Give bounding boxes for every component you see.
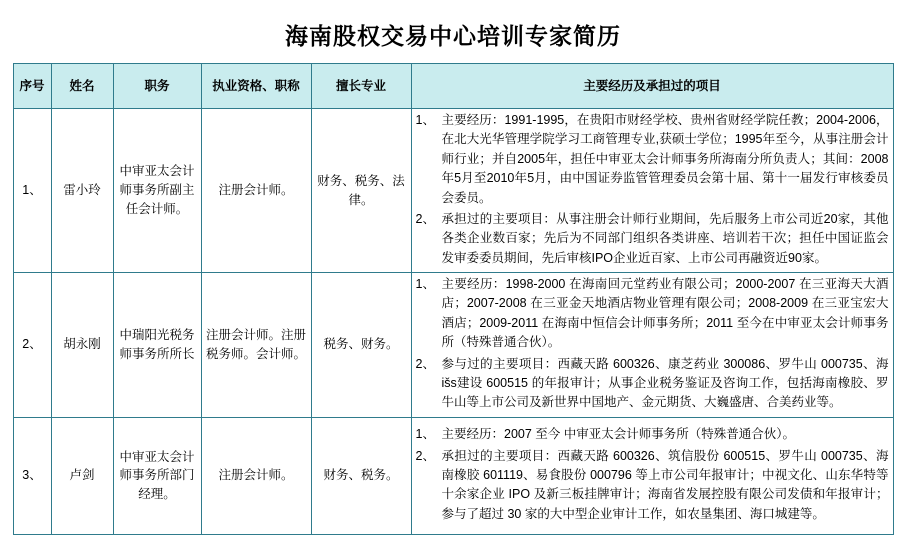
column-header-major: 擅长专业 [311, 64, 411, 109]
cell-position: 中审亚太会计师事务所部门经理。 [113, 417, 201, 534]
cell-major: 税务、财务。 [311, 273, 411, 418]
cell-name: 胡永刚 [51, 273, 113, 418]
expert-resume-table [13, 63, 894, 535]
list-item [416, 425, 889, 444]
page-title: 海南股权交易中心培训专家简历 [285, 24, 621, 49]
cell-experience [411, 109, 893, 273]
list-item-text: 主要经历：1998-2000 在海南回元堂药业有限公司；2000-2007 在三亚海天大酒店；2007-2008 在三亚金天地酒店物业管理有限公司；2008-2009 在三亚宝宏大酒店；2009-2011 在海南中恒信会计师事务所；2011 至今在中审亚太会计师事务所（特殊普通合伙）。 [441, 277, 889, 350]
list-item-text: 承担过的主要项目：从事注册会计师行业期间，先后服务上市公司近20家，其他各类企业数百家；先后为不同部门组织各类讲座、培训若干次；担任中国证监会发审委委员期间，先后审核IPO企业近百家、上市公司再融资近90家。 [441, 211, 889, 265]
cell-name: 卢剑 [51, 417, 113, 534]
table-row [13, 417, 893, 534]
list-item-number: 2、 [415, 211, 435, 226]
list-item [416, 355, 889, 413]
experience-list [416, 275, 889, 413]
column-header-name: 姓名 [51, 64, 113, 109]
cell-position: 中审亚太会计师事务所副主任会计师。 [113, 109, 201, 273]
list-item-text: 参与过的主要项目：西藏天路 600326、康芝药业 300086、罗牛山 000735、海išs建设 600515 的年报审计；从事企业税务鉴证及咨询工作，包括海南橡胶、罗牛山等上市公司及新世界中国地产、金元期货、大巍盛唐、合美药业等。 [441, 356, 889, 410]
table-row [13, 273, 893, 418]
list-item [416, 447, 889, 525]
list-item [416, 275, 889, 353]
cell-index: 3、 [13, 417, 51, 534]
list-item [416, 210, 889, 268]
list-item-number: 2、 [415, 448, 435, 463]
table-row [13, 109, 893, 273]
list-item-number: 1、 [415, 427, 435, 442]
cell-index: 1、 [13, 109, 51, 273]
list-item-number: 2、 [415, 356, 435, 371]
cell-index: 2、 [13, 273, 51, 418]
experience-list [416, 425, 889, 524]
list-item-text: 主要经历：2007 至今 中审亚太会计师事务所（特殊普通合伙）。 [441, 427, 796, 442]
cell-major: 财务、税务。 [311, 417, 411, 534]
column-header-qualification: 执业资格、职称 [201, 64, 311, 109]
experience-list [416, 111, 889, 268]
cell-major: 财务、税务、法律。 [311, 109, 411, 273]
column-header-index: 序号 [13, 64, 51, 109]
cell-name: 雷小玲 [51, 109, 113, 273]
cell-qualification: 注册会计师。 [201, 109, 311, 273]
column-header-position: 职务 [113, 64, 201, 109]
list-item [416, 111, 889, 208]
list-item-text: 主要经历：1991-1995，在贵阳市财经学校、贵州省财经学院任教；2004-2006，在北大光华管理学院学习工商管理专业,获硕士学位；1995年至今，从事注册会计师行业；并自2005年，担任中审亚太会计师事务所海南分所负责人；其间：2008年5月至2010年5月，由中国证券监管管理委员会第十届、第十一届发行审核委员会委员。 [441, 113, 889, 205]
table-header-row [13, 64, 893, 109]
cell-experience [411, 417, 893, 534]
list-item-number: 1、 [415, 277, 435, 291]
cell-qualification: 注册会计师。 [201, 417, 311, 534]
cell-qualification: 注册会计师。注册税务师。会计师。 [201, 273, 311, 418]
column-header-experience: 主要经历及承担过的项目 [411, 64, 893, 109]
list-item-number: 1、 [415, 113, 435, 127]
cell-experience [411, 273, 893, 418]
cell-position: 中瑞阳光税务师事务所所长 [113, 273, 201, 418]
list-item-text: 承担过的主要项目：西藏天路 600326、筑信股份 600515、罗牛山 000735、海南橡胶 601119、易食股份 000796 等上市公司年报审计；中视文化、山东华特等十余家企业 IPO 及新三板挂牌审计；海南省发展控股有限公司发债和年报审计；参与了超过 30 家的大中型企业审计工作，如农垦集团、海口城建等。 [441, 448, 889, 521]
